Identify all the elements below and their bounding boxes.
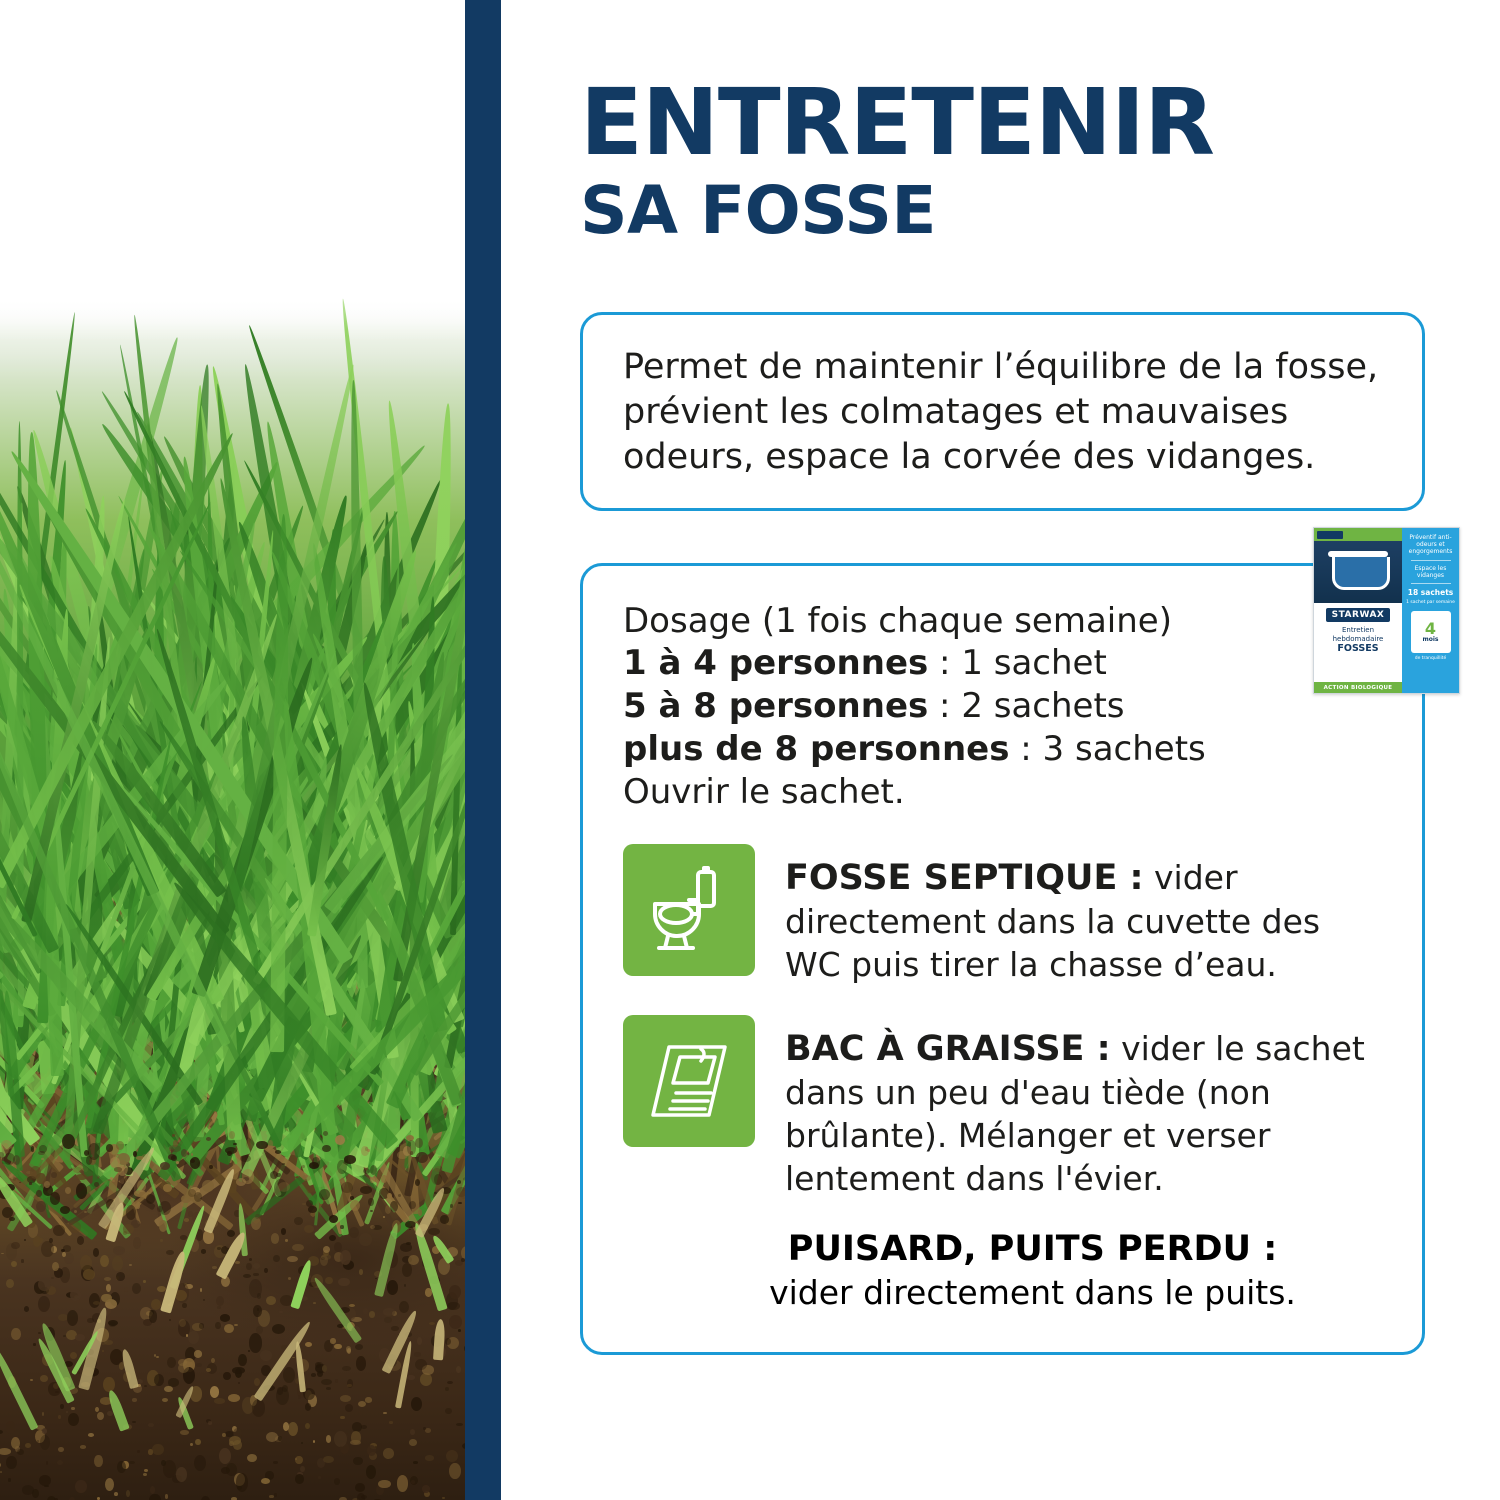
dosage-card xyxy=(580,563,1425,1356)
list-item-body: vider le sachet dans un peu d'eau tiède (non brûlante). Mélanger et verser lentement dans l'évier. xyxy=(785,1028,1365,1199)
product-pack-image xyxy=(1313,527,1460,694)
list-item-body: vider directement dans le puits. xyxy=(769,1273,1296,1313)
dosage-row xyxy=(623,685,1382,728)
pack-desc-line-3: FOSSES xyxy=(1337,643,1379,655)
list-item-lead: PUISARD, PUITS PERDU : xyxy=(787,1229,1278,1270)
pack-brand-label: STARWAX xyxy=(1326,608,1391,622)
intro-card xyxy=(580,312,1425,510)
pack-description xyxy=(1314,626,1402,655)
dosage-row-value: : 2 sachets xyxy=(928,686,1125,727)
dosage-row-value: : 3 sachets xyxy=(1009,729,1206,770)
dosage-row-value: : 1 sachet xyxy=(928,643,1107,684)
grease-trap-sink-icon xyxy=(623,1015,755,1147)
pack-duration-badge xyxy=(1411,611,1451,653)
pack-side-separator xyxy=(1411,583,1451,584)
dosage-block xyxy=(623,600,1382,814)
toilet-bowl-shape xyxy=(1332,557,1390,590)
photo-top-fade xyxy=(0,0,465,330)
dosage-row xyxy=(623,642,1382,685)
list-item-lead: BAC À GRAISSE : xyxy=(785,1028,1111,1069)
page-subtitle: SA FOSSE xyxy=(580,172,936,250)
pack-side-claim-2: Espace les vidanges xyxy=(1414,564,1447,579)
photo-panel xyxy=(0,0,465,1500)
list-item xyxy=(623,1229,1382,1312)
pack-badge-note: de tranquillité xyxy=(1414,656,1447,662)
list-item-text xyxy=(785,844,1382,987)
dosage-row xyxy=(623,728,1382,771)
pack-side-claim-1: Préventif anti-odeurs et engorgements xyxy=(1408,534,1453,556)
content-panel xyxy=(465,0,1500,1500)
list-item-lead: FOSSE SEPTIQUE : xyxy=(785,857,1144,898)
pack-desc-line-1: Entretien xyxy=(1341,626,1375,634)
pack-desc-line-2: hebdomadaire xyxy=(1332,634,1384,643)
intro-text: Permet de maintenir l’équilibre de la fosse, prévient les colmatages et mauvaises odeurs, espace la corvée des vidanges. xyxy=(623,347,1379,477)
list-item xyxy=(623,844,1382,987)
pack-side-count: 18 sachets xyxy=(1407,587,1454,597)
dosage-row-label: 1 à 4 personnes xyxy=(623,643,929,684)
dosage-row-label: plus de 8 personnes xyxy=(623,729,1010,770)
list-item-body: vider directement dans la cuvette des WC puis tirer la chasse d’eau. xyxy=(785,857,1321,985)
pack-hero-image xyxy=(1314,541,1402,603)
pack-front-face xyxy=(1314,528,1402,693)
pack-side-separator xyxy=(1411,560,1451,561)
instruction-list xyxy=(623,844,1382,1312)
list-item xyxy=(623,1015,1382,1201)
page-title: ENTRETENIR xyxy=(580,69,1214,176)
pack-badge-unit: mois xyxy=(1422,636,1439,644)
list-item-text xyxy=(785,1015,1382,1201)
pack-top-chip xyxy=(1317,531,1343,539)
pack-top-bar xyxy=(1314,528,1402,541)
pack-badge-number: 4 xyxy=(1424,618,1437,638)
dosage-heading: Dosage (1 fois chaque semaine) xyxy=(623,600,1172,641)
toilet-icon xyxy=(623,844,755,976)
pack-side-face xyxy=(1402,528,1459,693)
pack-footer-claim: ACTION BIOLOGIQUE xyxy=(1314,682,1402,693)
dosage-row-label: 5 à 8 personnes xyxy=(623,686,929,727)
pack-side-note: 1 sachet par semaine xyxy=(1406,599,1455,605)
dosage-footer: Ouvrir le sachet. xyxy=(623,771,905,812)
